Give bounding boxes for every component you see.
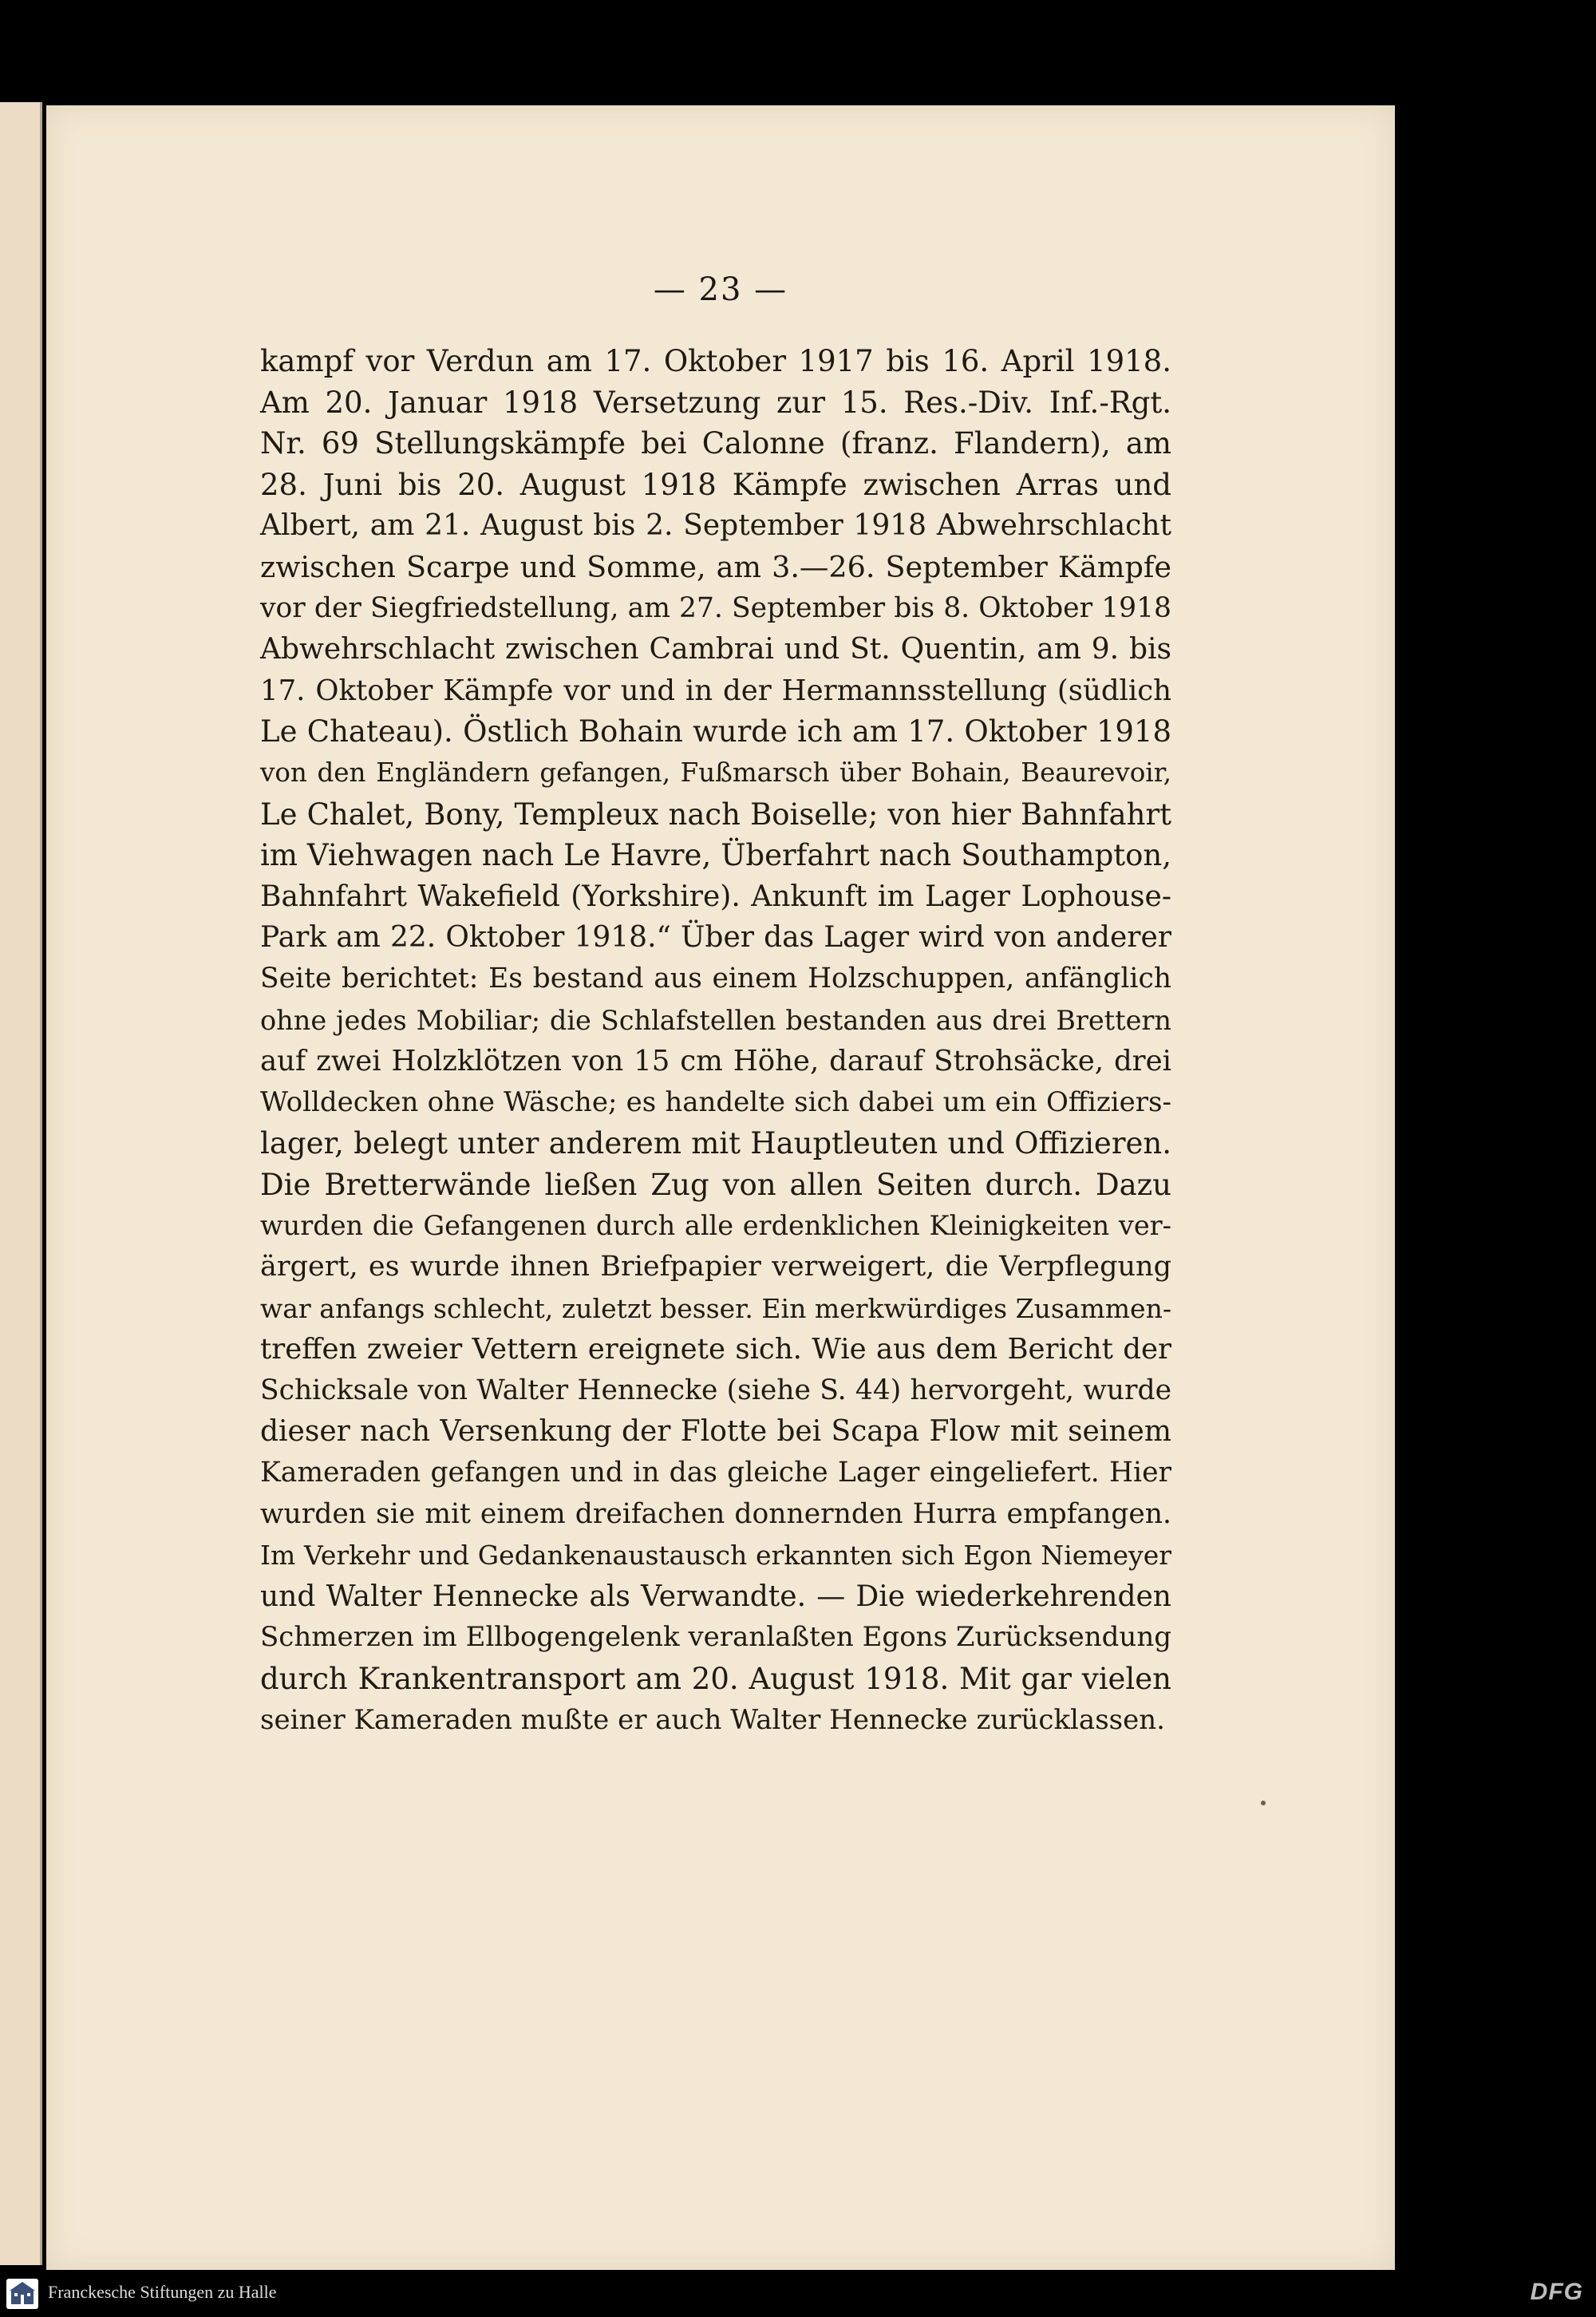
text-line: Seite berichtet: Es bestand aus einem Holzschuppen, anfänglich xyxy=(260,962,1171,994)
page-number: — 23 — xyxy=(653,271,788,308)
text-line: Albert, am 21. August bis 2. September 1918 Abwehrschlacht xyxy=(260,509,1171,543)
text-line: und Walter Hennecke als Verwandte. — Die wiederkehrenden xyxy=(260,1580,1171,1613)
text-line: im Viehwagen nach Le Havre, Überfahrt nach Southampton, xyxy=(260,838,1171,873)
text-line: 28. Juni bis 20. August 1918 Kämpfe zwischen Arras und xyxy=(260,467,1171,502)
text-line: wurden die Gefangenen durch alle erdenklichen Kleinigkeiten ver- xyxy=(260,1210,1171,1242)
text-line: Abwehrschlacht zwischen Cambrai und St. Quentin, am 9. bis xyxy=(260,633,1171,666)
text-line: wurden sie mit einem dreifachen donnernden Hurra empfangen. xyxy=(260,1497,1171,1530)
text-line: Im Verkehr und Gedankenaustausch erkannten sich Egon Niemeyer xyxy=(260,1540,1171,1572)
text-line: Schmerzen im Ellbogengelenk veranlaßten Egons Zurücksendung xyxy=(260,1621,1171,1654)
text-line: Le Chateau). Östlich Bohain wurde ich am 17. Oktober 1918 xyxy=(260,714,1171,749)
dfg-logo: DFG xyxy=(1530,2279,1583,2305)
text-line: Die Bretterwände ließen Zug von allen Seiten durch. Dazu xyxy=(260,1167,1171,1202)
text-line: Bahnfahrt Wakefield (Yorkshire). Ankunft im Lager Lophouse- xyxy=(260,880,1171,913)
text-line: zwischen Scarpe und Somme, am 3.—26. September Kämpfe xyxy=(260,549,1171,584)
paper-speck xyxy=(1261,1801,1266,1805)
body-text xyxy=(260,341,1171,1741)
text-line: Le Chalet, Bony, Templeux nach Boiselle; von hier Bahnfahrt xyxy=(260,797,1171,832)
text-line: durch Krankentransport am 20. August 1918. Mit gar vielen xyxy=(260,1662,1171,1696)
text-line: Schicksale von Walter Hennecke (siehe S. 44) hervorgeht, wurde xyxy=(260,1374,1171,1406)
text-line: Kameraden gefangen und in das gleiche Lager eingeliefert. Hier xyxy=(260,1457,1171,1489)
text-line: vor der Siegfriedstellung, am 27. September bis 8. Oktober 1918 xyxy=(260,591,1171,624)
footer-bar xyxy=(0,2271,1596,2317)
text-line: 17. Oktober Kämpfe vor und in der Hermannsstellung (südlich xyxy=(260,674,1171,707)
text-line: Wolldecken ohne Wäsche; es handelte sich dabei um ein Offiziers- xyxy=(260,1085,1171,1118)
text-line: ärgert, es wurde ihnen Briefpapier verweigert, die Verpflegung xyxy=(260,1251,1171,1283)
text-line: kampf vor Verdun am 17. Oktober 1917 bis 16. April 1918. xyxy=(260,344,1171,378)
text-line: Park am 22. Oktober 1918.“ Über das Lager wird von anderer xyxy=(260,921,1171,955)
book-page xyxy=(46,105,1395,2270)
text-line: treffen zweier Vettern ereignete sich. Wie aus dem Bericht der xyxy=(260,1333,1171,1366)
text-line: ohne jedes Mobiliar; die Schlafstellen bestanden aus drei Brettern xyxy=(260,1004,1171,1036)
franckesche-stiftungen-logo-icon xyxy=(6,2279,38,2309)
footer-institution: Franckesche Stiftungen zu Halle xyxy=(48,2282,277,2302)
left-page-edge xyxy=(0,102,42,2265)
text-line: dieser nach Versenkung der Flotte bei Scapa Flow mit seinem xyxy=(260,1415,1171,1449)
text-line: Nr. 69 Stellungskämpfe bei Calonne (franz. Flandern), am xyxy=(260,426,1171,461)
text-line: seiner Kameraden mußte er auch Walter Hennecke zurücklassen. xyxy=(260,1703,1165,1736)
text-line: Am 20. Januar 1918 Versetzung zur 15. Res.-Div. Inf.-Rgt. xyxy=(260,385,1171,420)
text-line: war anfangs schlecht, zuletzt besser. Ein merkwürdiges Zusammen- xyxy=(260,1292,1171,1324)
text-line: von den Engländern gefangen, Fußmarsch über Bohain, Beaurevoir, xyxy=(260,757,1171,788)
text-line: lager, belegt unter anderem mit Hauptleuten und Offizieren. xyxy=(260,1126,1171,1161)
text-line: auf zwei Holzklötzen von 15 cm Höhe, darauf Strohsäcke, drei xyxy=(260,1045,1171,1078)
